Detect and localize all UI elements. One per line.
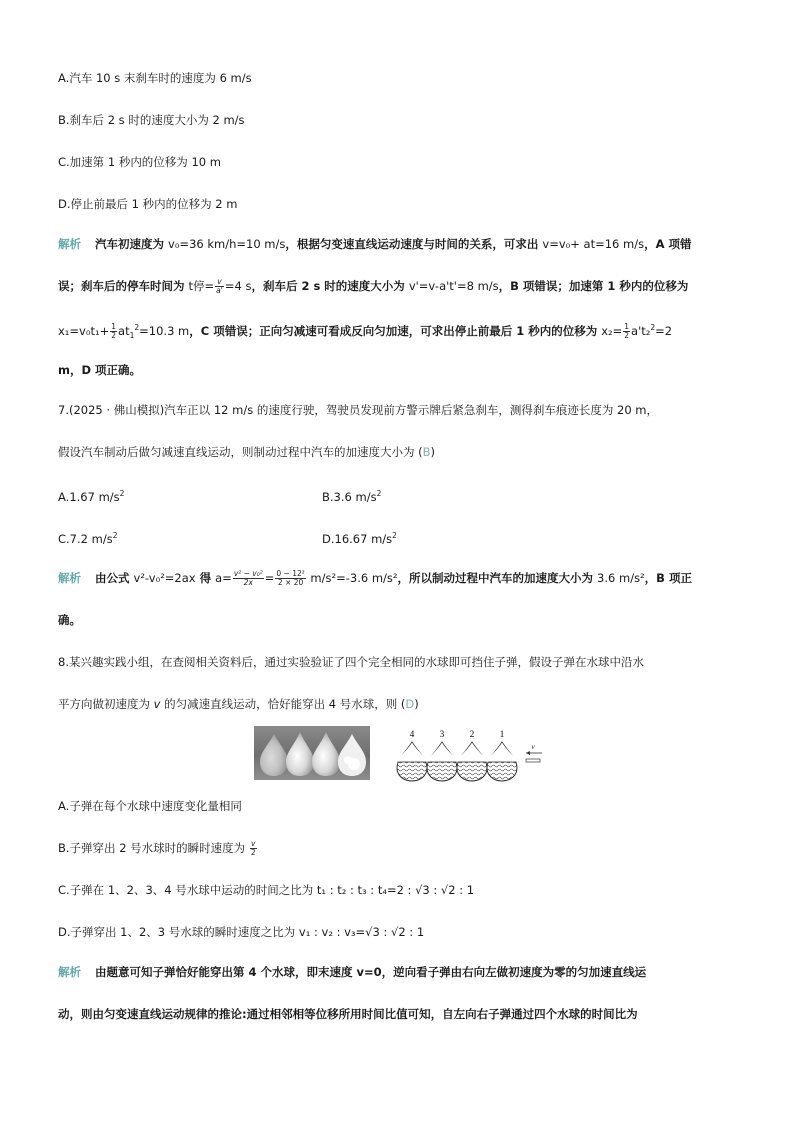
ball-label-2: 2: [469, 729, 475, 739]
q6-option-a[interactable]: A.汽车 10 s 末刹车时的速度为 6 m/s: [58, 71, 252, 85]
formula: v₀=36 km/h=10 m/s: [168, 237, 286, 251]
q8-option-d[interactable]: D.子弹穿出 1、2、3 号水球的瞬时速度之比为 v₁ : v₂ : v₃=√3 : √2 : 1: [58, 925, 425, 939]
formula: x₂=: [601, 323, 623, 338]
fraction: [233, 570, 264, 587]
q7-answer: B: [422, 445, 431, 459]
q7-solution-line-2: 确。: [58, 613, 81, 627]
formula: v'=v-a't'=8 m/s: [408, 279, 499, 293]
formula: x₁=v₀t₁+: [58, 323, 110, 338]
q8-option-c[interactable]: C.子弹在 1、2、3、4 号水球中运动的时间之比为 t₁ : t₂ : t₃ : t₄=2 : √3 : √2 : 1: [58, 883, 475, 897]
formula: 3.6 m/s²: [597, 571, 645, 585]
numerator: 1: [111, 321, 117, 331]
q6-solution-line-2: [58, 278, 688, 295]
formula: v=v₀+ at=16 m/s: [542, 237, 645, 251]
text: ，所以制动过程中汽车的加速度大小为: [397, 571, 598, 585]
ball-label-1: 1: [499, 729, 505, 739]
text: ，B 项错误；加速第 1 秒内的位移为: [498, 279, 689, 293]
q7-options-row-1: [58, 486, 558, 505]
numerator: 0 − 12²: [276, 569, 305, 578]
water-balls-photo: [254, 726, 370, 780]
text: 由公式: [95, 571, 134, 585]
q6-option-c[interactable]: C.加速第 1 秒内的位移为 10 m: [58, 155, 221, 169]
text: D.16.67 m/s: [322, 531, 393, 546]
formula: =2: [655, 323, 673, 338]
water-ball-air-gap: [428, 743, 457, 763]
q7-stem-line-2: [58, 444, 435, 460]
fraction: [215, 278, 224, 295]
text: 误；刹车后的停车时间为: [58, 279, 189, 293]
text: ，刹车后 2 s 时的速度大小为: [251, 279, 409, 293]
velocity-arrowhead: [526, 751, 530, 755]
fraction: [275, 570, 305, 587]
formula: v²-v₀²=2ax: [133, 571, 196, 585]
text: B.3.6 m/s: [322, 489, 377, 504]
q8-answer: D: [405, 697, 415, 711]
numerator: v: [250, 839, 256, 848]
denominator: 2 × 20: [277, 578, 304, 587]
velocity-label: v: [531, 743, 535, 751]
text: ，C 项错误；正向匀减速可看成反向匀加速，可求出停止前最后 1 秒内的位移为: [189, 323, 602, 338]
text: ，A 项错: [644, 237, 692, 251]
denominator: a': [216, 286, 223, 295]
text: 汽车初速度为: [95, 237, 169, 251]
water-ball-air-gap: [488, 743, 517, 763]
q7-option-a[interactable]: A.1.67 $m/s^2$: [58, 489, 125, 504]
formula: =4 s: [224, 279, 252, 293]
numerator: v: [215, 278, 224, 287]
water-ball-air-gap: [458, 743, 487, 763]
formula: m/s²=-3.6 m/s²: [306, 571, 398, 585]
q8-option-a[interactable]: A.子弹在每个水球中速度变化量相同: [58, 799, 242, 813]
text: 的匀减速直线运动，恰好能穿出 4 号水球，则 (: [160, 697, 406, 711]
q7-solution-tag: 解析: [58, 571, 81, 585]
fraction: [250, 840, 257, 857]
q8-solution-tag: 解析: [58, 965, 81, 979]
q6-option-b[interactable]: B.刹车后 2 s 时的速度大小为 2 m/s: [58, 113, 245, 127]
text: 得: [195, 571, 216, 585]
text: ): [430, 445, 436, 459]
water-balls-diagram: [396, 728, 548, 782]
q6-solution-line-3: x₁=v₀t₁+ $\frac{1}{2}$ $at_1^2=10.3$ m，C 项错误；正向匀减速可看成反向匀加速，可求出停止前最后 1 秒内的位移为 x₂= $\frac{1}{2}$ a't₂$^2$=2: [58, 321, 673, 341]
text: C.7.2 m/s: [58, 531, 113, 546]
q8-solution-line-2: 动，则由匀变速直线运动规律的推论:通过相邻相等位移所用时间比值可知，自左向右子弹通过四个水球的时间比为: [58, 1007, 638, 1021]
variable: v: [153, 697, 161, 711]
formula: at: [118, 323, 130, 338]
denominator: 2: [111, 330, 117, 340]
formula: t停=: [188, 279, 215, 293]
text: 由题意可知子弹恰好能穿出第 4 个水球，即末速度 v=0，逆向看子弹由右向左做初速度为零的匀加速直线运: [95, 965, 647, 979]
q8-option-b[interactable]: [58, 840, 258, 857]
ball-label-4: 4: [409, 729, 415, 739]
q8-stem-line-2: [58, 696, 419, 712]
text: 平方向做初速度为: [58, 697, 154, 711]
formula: =10.3 m: [139, 323, 190, 338]
text: ，根据匀变速直线运动速度与时间的关系，可求出: [285, 237, 543, 251]
fraction: [110, 323, 117, 340]
text: A.1.67 m/s: [58, 489, 120, 504]
text: ): [414, 697, 419, 711]
q6-solution-line-4: m，D 项正确。: [58, 363, 142, 377]
q7-option-c[interactable]: C.7.2 $m/s^2$: [58, 531, 118, 546]
numerator: v² − v₀²: [233, 569, 263, 578]
formula: a't₂: [631, 323, 651, 338]
q7-stem-line-1: 7.(2025 · 佛山模拟)汽车正以 12 m/s 的速度行驶，驾驶员发现前方警示牌后紧急刹车，测得刹车痕迹长度为 20 m，: [58, 403, 658, 417]
q7-option-d[interactable]: D.16.67 $m/s^2$: [322, 531, 397, 546]
q6-option-d[interactable]: D.停止前最后 1 秒内的位移为 2 m: [58, 197, 238, 211]
q8-stem-line-1: 8.某兴趣实践小组，在查阅相关资料后，通过实验验证了四个完全相同的水球即可挡住子弹，假设子弹在水球中沿水: [58, 655, 644, 669]
ball-label-3: 3: [439, 729, 445, 739]
q7-solution-line-1: 解析 由公式 v²-v₀²=2ax 得 a= $\frac{\text{v² − v₀²}}{2x}$ = $\frac{\text{0 − 12²}}{2 \times 20}$ m/s²=-3.6 m/s²，所以制动过程中汽车的加速度大小为 3.6 m/s²，B 项正: [58, 569, 692, 587]
q7-options-row-2: [58, 528, 558, 547]
denominator: 2: [624, 330, 630, 340]
formula: a=: [215, 571, 232, 585]
q6-solution-tag: 解析: [58, 237, 81, 251]
water-balls-photo-graphic: [254, 726, 370, 780]
fraction: [623, 323, 630, 340]
text: ，B 项正: [644, 571, 692, 585]
q6-solution-line-1: [58, 236, 692, 252]
numerator: 1: [624, 321, 630, 331]
denominator: 2x: [243, 578, 253, 587]
q7-option-b[interactable]: B.3.6 $m/s^2$: [322, 489, 382, 504]
bullet-icon: [526, 759, 540, 762]
water-ball-air-gap: [398, 743, 427, 763]
denominator: 2: [250, 848, 256, 857]
q8-solution-line-1: [58, 964, 646, 980]
text: B.子弹穿出 2 号水球时的瞬时速度为: [58, 841, 249, 855]
text: 假设汽车制动后做匀减速直线运动，则制动过程中汽车的加速度大小为 (: [58, 445, 423, 459]
